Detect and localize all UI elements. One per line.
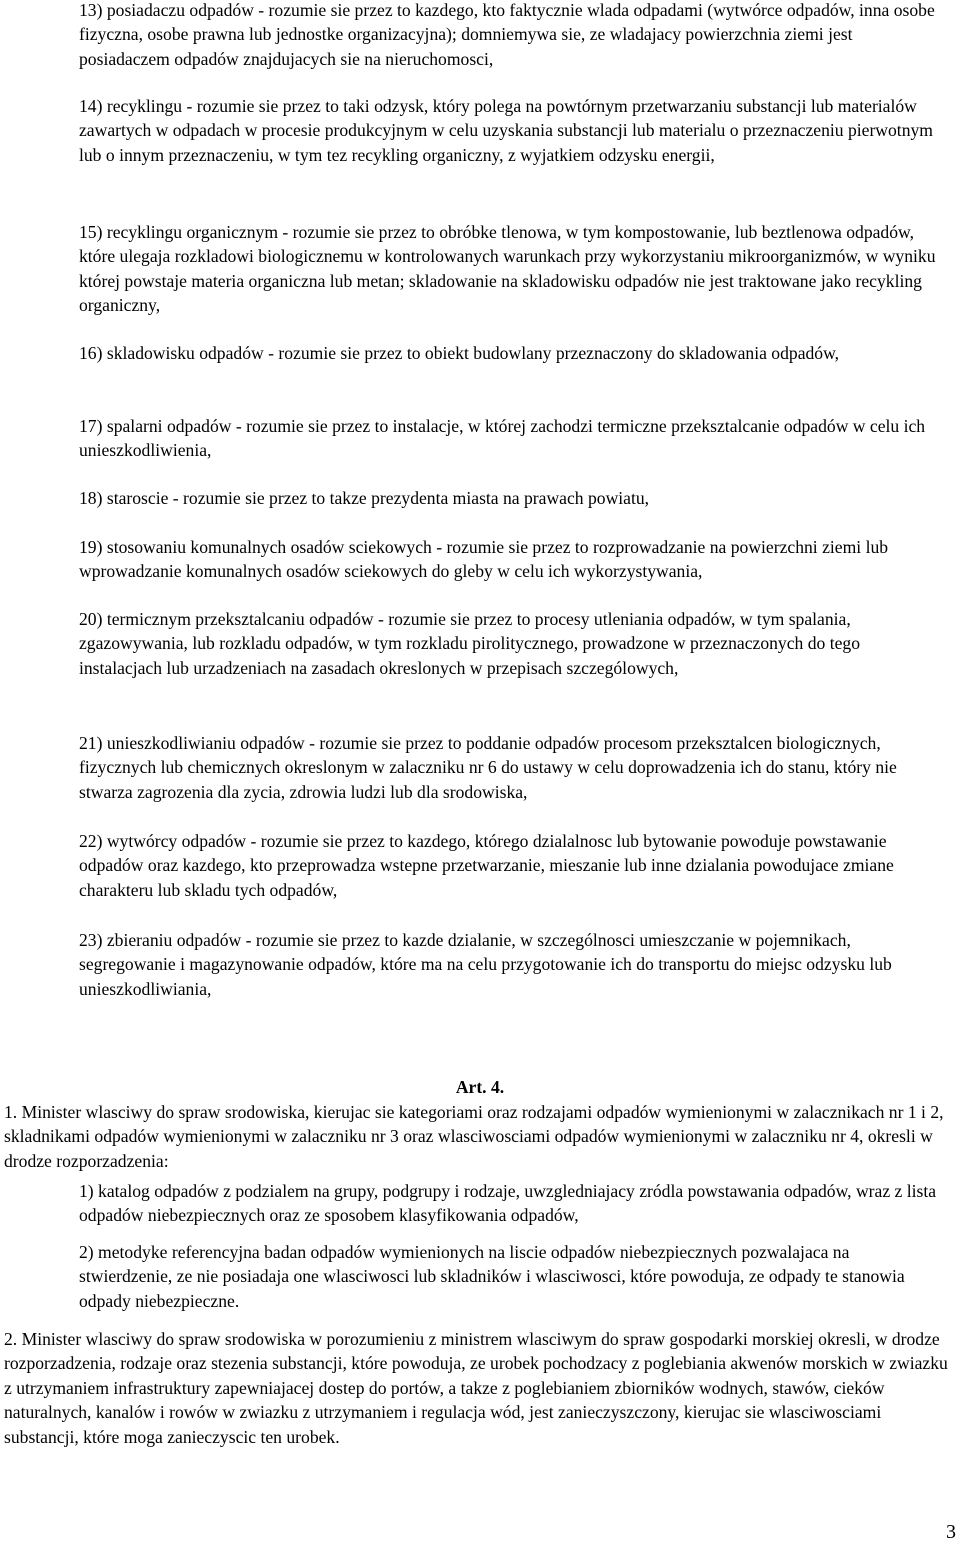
article-title: Art. 4.	[455, 1077, 505, 1097]
definition-22: 22) wytwórcy odpadów - rozumie sie przez to kazdego, którego dzialalnosc lub bytowanie powoduje powstawanie odpadów oraz kazdego, kto przeprowadza wstepne przetwarzanie, mieszanie lub inne dzialania powodujace zmiane charakteru lub skladu tych odpadów,	[79, 831, 894, 900]
article-paragraph-1: 1. Minister wlasciwy do spraw srodowiska, kierujac sie kategoriami oraz rodzajami odpadów wymienionymi w zalacznikach nr 1 i 2, skladnikami odpadów wymienionymi w zalaczniku nr 3 oraz wlasciwosciami odpadów wymienionymi w zalaczniku nr 4, okresli w drodze rozporzadzenia:	[4, 1102, 944, 1171]
definition-18: 18) staroscie - rozumie sie przez to takze prezydenta miasta na prawach powiatu,	[79, 488, 650, 508]
definition-17: 17) spalarni odpadów - rozumie sie przez to instalacje, w której zachodzi termiczne przeksztalcanie odpadów w celu ich unieszkodliwienia,	[79, 416, 926, 461]
definition-19: 19) stosowaniu komunalnych osadów sciekowych - rozumie sie przez to rozprowadzanie na powierzchni ziemi lub wprowadzanie komunalnych osadów sciekowych do gleby w celu ich wykorzystywania,	[79, 537, 889, 582]
definition-13: 13) posiadaczu odpadów - rozumie sie przez to kazdego, kto faktycznie wlada odpadami (wytwórce odpadów, inna osobe fizyczna, osobe prawna lub jednostke organizacyjna); domniemywa sie, ze wladajacy powierzchnia ziemi jest posiadaczem odpadów znajdujacych sie na nieruchomosci,	[79, 0, 935, 69]
definition-23: 23) zbieraniu odpadów - rozumie sie przez to kazde dzialanie, w szczególnosci umieszczanie w pojemnikach, segregowanie i magazynowanie odpadów, które ma na celu przygotowanie ich do transportu do miejsc odzysku lub unieszkodliwiania,	[79, 930, 892, 999]
article-item-1: 1) katalog odpadów z podzialem na grupy, podgrupy i rodzaje, uwzgledniajacy zródla powstawania odpadów, wraz z lista odpadów niebezpiecznych oraz ze sposobem klasyfikowania odpadów,	[79, 1181, 937, 1226]
definition-16: 16) skladowisku odpadów - rozumie sie przez to obiekt budowlany przeznaczony do skladowania odpadów,	[79, 343, 840, 363]
definition-15: 15) recyklingu organicznym - rozumie sie przez to obróbke tlenowa, w tym kompostowanie, lub beztlenowa odpadów, które ulegaja rozkladowi biologicznemu w kontrolowanych warunkach przy wykorzystaniu mikroorganizmów, w wyniku której powstaje materia organiczna lub metan; skladowanie na skladowisku odpadów nie jest traktowane jako recykling organiczny,	[79, 222, 936, 316]
definition-21: 21) unieszkodliwianiu odpadów - rozumie sie przez to poddanie odpadów procesom przeksztalcen biologicznych, fizycznych lub chemicznych okreslonym w zalaczniku nr 6 do ustawy w celu doprowadzenia ich do stanu, który nie stwarza zagrozenia dla zycia, zdrowia ludzi lub dla srodowiska,	[79, 733, 897, 802]
article-paragraph-2: 2. Minister wlasciwy do spraw srodowiska w porozumieniu z ministrem wlasciwym do spraw gospodarki morskiej okresli, w drodze rozporzadzenia, rodzaje oraz stezenia substancji, które powoduja, ze urobek pochodzacy z poglebiania akwenów morskich w zwiazku z utrzymaniem infrastruktury zapewniajacej dostep do portów, a takze z poglebianiem zbiorników wodnych, stawów, cieków naturalnych, kanalów i rowów w zwiazku z utrzymaniem i regulacja wód, jest zanieczyszczony, kierujac sie wlasciwosciami substancji, które moga zanieczyscic ten urobek.	[4, 1329, 948, 1447]
page-number: 3	[946, 1521, 956, 1543]
article-item-2: 2) metodyke referencyjna badan odpadów wymienionych na liscie odpadów niebezpiecznych pozwalajaca na stwierdzenie, ze nie posiadaja one wlasciwosci lub skladników i wlasciwosci, które powoduja, ze odpady te stanowia odpady niebezpieczne.	[79, 1242, 905, 1311]
definition-20: 20) termicznym przeksztalcaniu odpadów - rozumie sie przez to procesy utleniania odpadów, w tym spalania, zgazowywania, lub rozkladu odpadów, w tym rozkladu pirolitycznego, prowadzone w przeznaczonych do tego instalacjach lub urzadzeniach na zasadach okreslonych w przepisach szczególowych,	[79, 609, 861, 678]
definition-14: 14) recyklingu - rozumie sie przez to taki odzysk, który polega na powtórnym przetwarzaniu substancji lub materialów zawartych w odpadach w procesie produkcyjnym w celu uzyskania substancji lub materialu o przeznaczeniu pierwotnym lub o innym przeznaczeniu, w tym tez recykling organiczny, z wyjatkiem odzysku energii,	[79, 96, 933, 165]
